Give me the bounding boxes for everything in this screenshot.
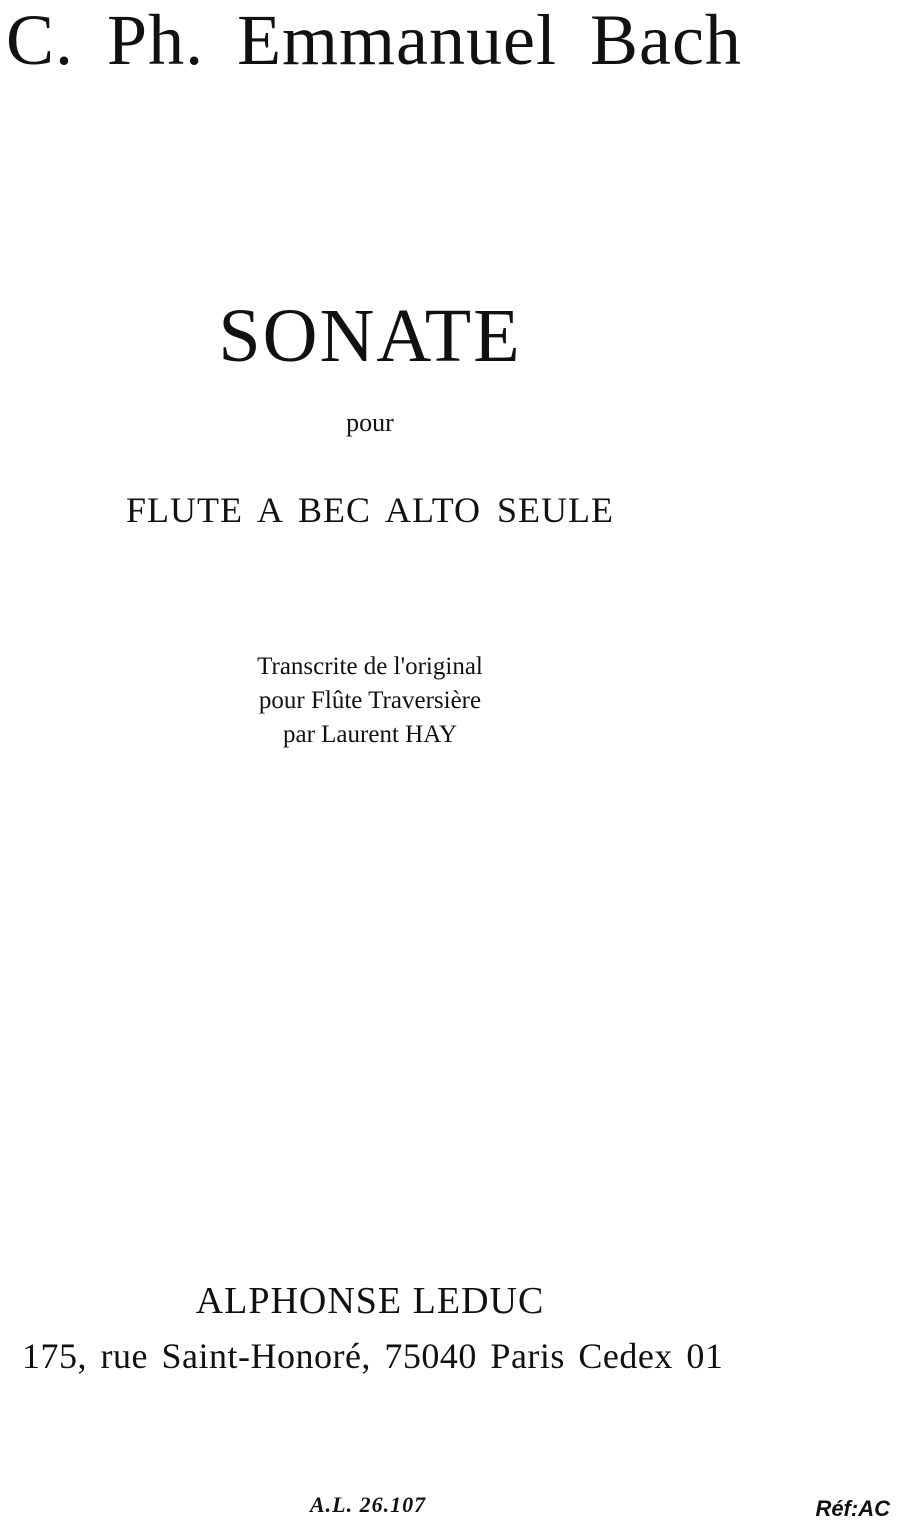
plate-number: A.L. 26.107 [310, 1492, 427, 1517]
publisher-address: 175, rue Saint-Honoré, 75040 Paris Cedex 01 [22, 1336, 724, 1376]
transcription-note [0, 650, 740, 752]
work-title: SONATE [218, 294, 522, 378]
transcription-line: par Laurent HAY [282, 721, 458, 748]
reference-code: Réf:AC [815, 1496, 890, 1521]
composer-name: C. Ph. Emmanuel Bach [6, 0, 742, 80]
pour-label: pour [346, 408, 394, 437]
instrument-line: FLUTE A BEC ALTO SEULE [125, 490, 615, 530]
transcription-line: pour Flûte Traversière [258, 687, 482, 714]
transcription-line: Transcrite de l'original [257, 653, 483, 680]
publisher-name: ALPHONSE LEDUC [195, 1280, 545, 1322]
